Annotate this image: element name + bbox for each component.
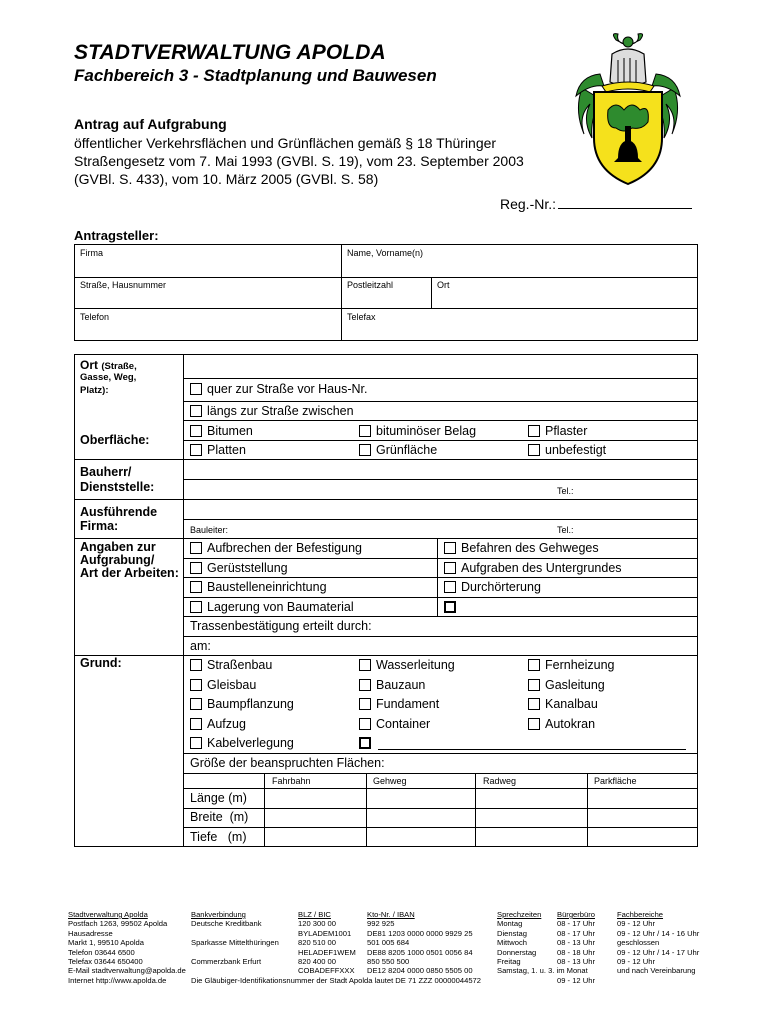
checkbox-label: Baustelleneinrichtung (207, 580, 327, 594)
footer-line: 08 - 17 Uhr (557, 928, 595, 938)
ort-label-text: Ort (80, 358, 98, 372)
footer-line: Telefon 03644 6500 (68, 947, 135, 957)
checkbox-label: Durchörterung (461, 580, 541, 594)
checkbox-label: Wasserleitung (376, 658, 455, 672)
law-line: öffentlicher Verkehrsflächen und Grünflächen gemäß § 18 Thüringer (74, 135, 497, 151)
checkbox-bauzaun[interactable] (359, 678, 425, 692)
checkbox-label: Bitumen (207, 424, 253, 438)
footer-line: 09 - 12 Uhr / 14 - 16 Uhr (617, 928, 700, 938)
checkbox[interactable] (190, 542, 202, 554)
postcode-field[interactable]: Postleitzahl (347, 280, 394, 290)
checkbox-label: bituminöser Belag (376, 424, 477, 438)
footer-line: 08 - 18 Uhr (557, 947, 595, 957)
footer-line: geschlossen (617, 938, 660, 948)
surface-label: Oberfläche: (80, 433, 150, 447)
footer-line: Montag (497, 919, 523, 929)
footer-line: Markt 1, 99510 Apolda (68, 938, 144, 948)
footer-line: Dienstag (497, 928, 527, 938)
footer-blz (298, 910, 356, 976)
checkbox-baustelle[interactable] (190, 580, 327, 594)
ort-sub: (Straße, (101, 361, 137, 372)
footer-line: HELADEF1WEM (298, 947, 356, 957)
law-line: (GVBl. S. 433), vom 10. März 2005 (GVBl. S. 58) (74, 171, 379, 187)
checkbox[interactable] (190, 562, 202, 574)
checkbox[interactable] (190, 581, 202, 593)
form-title: Antrag auf Aufgrabung (74, 116, 227, 132)
checkbox[interactable] (359, 425, 371, 437)
checkbox-baumpflanzung[interactable] (190, 697, 294, 711)
contractor-tel-field[interactable]: Tel.: (557, 525, 574, 535)
checkbox-gruenflaeche[interactable] (359, 443, 437, 457)
checkbox-label: Straßenbau (207, 658, 273, 672)
footer-line: BLZ / BIC (298, 910, 331, 919)
checkbox[interactable] (359, 718, 371, 730)
checkbox-platten[interactable] (190, 443, 246, 457)
checkbox[interactable] (444, 542, 456, 554)
checkbox-label: Autokran (545, 717, 596, 731)
footer-line: 850 550 500 (367, 957, 410, 967)
checkbox-label: Kanalbau (545, 697, 598, 711)
checkbox-bitumen[interactable] (190, 424, 253, 438)
trassen-field[interactable]: Trassenbestätigung erteilt durch: (190, 619, 372, 633)
footer-line: Bankverbindung (191, 910, 246, 919)
footer-line: Hausadresse (68, 928, 113, 938)
law-line: Straßengesetz vom 7. Mai 1993 (GVBl. S. 19), vom 23. September 2003 (74, 153, 524, 169)
checkbox-kanalbau[interactable] (528, 697, 598, 711)
area-row-label: Länge (m) (190, 791, 247, 805)
checkbox-label: Gerüststellung (207, 561, 288, 575)
checkbox-label: Baumpflanzung (207, 697, 294, 711)
footer-line: und nach Vereinbarung (617, 966, 696, 976)
works-label: Aufgrabung/ (80, 553, 155, 567)
footer-line: Stadtverwaltung Apolda (68, 910, 148, 919)
footer-creditor-id: Die Gläubiger-Identifikationsnummer der Stadt Apolda lautet DE 71 ZZZ 00000044572 (191, 975, 481, 985)
footer-fachbereiche (617, 910, 699, 976)
footer-line: DE88 8205 1000 0501 0056 84 (367, 947, 473, 957)
checkbox[interactable] (190, 405, 202, 417)
checkbox-aufbrechen[interactable] (190, 541, 362, 555)
name-field[interactable]: Name, Vorname(n) (347, 248, 424, 258)
checkbox[interactable] (528, 679, 540, 691)
footer-line: DE81 1203 0000 0000 9929 25 (367, 928, 473, 938)
ort-label (80, 358, 137, 372)
checkbox[interactable] (359, 679, 371, 691)
contractor-label: Firma: (80, 519, 119, 533)
checkbox[interactable] (190, 737, 202, 749)
footer-line: 09 - 12 Uhr (557, 975, 595, 985)
bauherr-tel-field[interactable]: Tel.: (557, 486, 574, 496)
footer-line: 992 925 (367, 919, 395, 929)
bauherr-label: Dienststelle: (80, 480, 155, 494)
footer-line: 08 - 13 Uhr (557, 938, 595, 948)
checkbox[interactable] (190, 383, 202, 395)
footer-line: Donnerstag (497, 947, 537, 957)
checkbox-label: Lagerung von Baumaterial (207, 600, 354, 614)
checkbox-label: Fundament (376, 697, 440, 711)
area-row-label: Tiefe (m) (190, 830, 247, 844)
footer-iban (367, 910, 473, 976)
area-row-label: Breite (m) (190, 810, 249, 824)
checkbox-quer[interactable] (190, 382, 367, 396)
ort-sub: Platz): (80, 385, 109, 396)
footer-line: Sprechzeiten (497, 910, 542, 919)
footer-line: COBADEFFXXX (298, 966, 355, 976)
checkbox-kabelverlegung[interactable] (190, 736, 294, 750)
footer-line: 08 - 17 Uhr (557, 919, 595, 929)
area-heading: Größe der beanspruchten Flächen: (190, 756, 385, 770)
footer-line: 501 005 684 (367, 938, 410, 948)
footer-line: Mittwoch (497, 938, 527, 948)
checkbox-label: Befahren des Gehweges (461, 541, 599, 555)
footer-buergerbuero (557, 910, 595, 985)
checkbox-befahren[interactable] (444, 541, 599, 555)
footer-line: 08 - 13 Uhr (557, 957, 595, 967)
checkbox-label: Container (376, 717, 431, 731)
checkbox-label: Gasleitung (545, 678, 605, 692)
checkbox-gasleitung[interactable] (528, 678, 605, 692)
checkbox[interactable] (190, 601, 202, 613)
footer-line: Fachbereiche (617, 910, 664, 919)
checkbox-laengs[interactable] (190, 404, 354, 418)
checkbox[interactable] (190, 425, 202, 437)
applicant-heading: Antragsteller: (74, 228, 159, 243)
checkbox[interactable] (528, 718, 540, 730)
checkbox[interactable] (444, 601, 456, 613)
footer-line: E-Mail stadtverwaltung@apolda.de (68, 966, 186, 976)
checkbox[interactable] (528, 425, 540, 437)
checkbox[interactable] (190, 718, 202, 730)
checkbox-label: Aufbrechen der Befestigung (207, 541, 362, 555)
firma-field[interactable]: Firma (80, 248, 103, 258)
checkbox[interactable] (528, 444, 540, 456)
footer-bank (191, 910, 279, 966)
checkbox[interactable] (528, 698, 540, 710)
fax-field[interactable]: Telefax (347, 312, 376, 322)
checkbox-label: Aufzug (207, 717, 246, 731)
checkbox-label: Grünfläche (376, 443, 438, 457)
works-label: Angaben zur (80, 540, 156, 554)
law-reference (74, 134, 544, 188)
checkbox[interactable] (359, 698, 371, 710)
checkbox[interactable] (528, 659, 540, 671)
checkbox-label: quer zur Straße vor Haus-Nr. (207, 382, 368, 396)
area-col-header: Parkfläche (594, 776, 637, 786)
bauherr-label: Bauherr/ (80, 465, 132, 479)
footer-line: Deutsche Kreditbank (191, 919, 262, 929)
footer-line: Freitag (497, 957, 521, 967)
footer-line: 120 300 00 (298, 919, 337, 929)
footer-line: 09 - 12 Uhr / 14 - 17 Uhr (617, 947, 700, 957)
checkbox[interactable] (359, 444, 371, 456)
checkbox[interactable] (444, 581, 456, 593)
checkbox[interactable] (190, 444, 202, 456)
ort-sub: Gasse, Weg, (80, 372, 137, 383)
checkbox-bituminoeser-belag[interactable] (359, 424, 476, 438)
footer-line: Telefax 03644 650400 (68, 957, 143, 967)
bauleiter-field[interactable]: Bauleiter: (190, 525, 229, 535)
footer-line: Samstag, 1. u. 3. im Monat (497, 966, 588, 976)
checkbox[interactable] (444, 562, 456, 574)
footer-line: Postfach 1263, 99502 Apolda (68, 919, 168, 929)
checkbox-fernheizung[interactable] (528, 658, 615, 672)
checkbox-strassenbau[interactable] (190, 658, 272, 672)
checkbox-label: unbefestigt (545, 443, 607, 457)
org-title: STADTVERWALTUNG APOLDA (74, 41, 386, 64)
checkbox-label: Platten (207, 443, 246, 457)
footer-line: 09 - 12 Uhr (617, 919, 655, 929)
footer-line: BYLADEM1001 (298, 928, 352, 938)
area-col-header: Gehweg (373, 776, 407, 786)
checkbox-unbefestigt[interactable] (528, 443, 606, 457)
footer-line: Commerzbank Erfurt (191, 957, 262, 966)
footer-line: Bürgerbüro (557, 910, 595, 919)
checkbox-label: längs zur Straße zwischen (207, 404, 354, 418)
footer-address (68, 910, 186, 985)
checkbox-fundament[interactable] (359, 697, 439, 711)
checkbox-aufgraben[interactable] (444, 561, 622, 575)
footer-line: 820 510 00 (298, 938, 337, 948)
area-col-header: Fahrbahn (272, 776, 311, 786)
works-label: Art der Arbeiten: (80, 566, 179, 580)
area-col-header: Radweg (483, 776, 517, 786)
registration-number (500, 196, 692, 212)
footer-line: DE12 8204 0000 0850 5505 00 (367, 966, 473, 976)
checkbox[interactable] (190, 679, 202, 691)
checkbox-label: Pflaster (545, 424, 588, 438)
checkbox-label: Bauzaun (376, 678, 426, 692)
footer-line: Sparkasse Mittelthüringen (191, 938, 279, 948)
footer-line: Internet http://www.apolda.de (68, 975, 167, 985)
checkbox-durchoerterung[interactable] (444, 580, 541, 594)
phone-field[interactable]: Telefon (80, 312, 110, 322)
checkbox[interactable] (190, 659, 202, 671)
department-title: Fachbereich 3 - Stadtplanung und Bauwesen (74, 66, 437, 85)
checkbox[interactable] (359, 659, 371, 671)
checkbox-label: Aufgraben des Untergrundes (461, 561, 622, 575)
footer-line: 09 - 12 Uhr (617, 957, 655, 967)
checkbox-label: Fernheizung (545, 658, 615, 672)
checkbox-geruest[interactable] (190, 561, 288, 575)
checkbox-lagerung[interactable] (190, 600, 354, 614)
checkbox-pflaster[interactable] (528, 424, 587, 438)
city-field[interactable]: Ort (437, 280, 450, 290)
reg-nr-field[interactable] (558, 196, 692, 209)
contractor-label: Ausführende (80, 505, 158, 519)
street-field[interactable]: Straße, Hausnummer (80, 280, 167, 290)
checkbox-other-work[interactable] (444, 600, 461, 614)
checkbox-label: Gleisbau (207, 678, 257, 692)
footer-line: 820 400 00 (298, 957, 337, 967)
trassen-date-field[interactable]: am: (190, 639, 211, 653)
checkbox-gleisbau[interactable] (190, 678, 256, 692)
footer-line: Kto-Nr. / IBAN (367, 910, 415, 919)
checkbox[interactable] (190, 698, 202, 710)
checkbox-other-reason[interactable] (359, 736, 376, 750)
reg-nr-label: Reg.-Nr.: (500, 196, 557, 212)
coat-of-arms-logo (572, 30, 684, 188)
checkbox-label: Kabelverlegung (207, 736, 294, 750)
reason-label: Grund: (80, 656, 122, 670)
checkbox-autokran[interactable] (528, 717, 595, 731)
checkbox-container[interactable] (359, 717, 430, 731)
checkbox-wasserleitung[interactable] (359, 658, 455, 672)
checkbox-aufzug[interactable] (190, 717, 246, 731)
other-reason-line[interactable] (378, 749, 686, 750)
checkbox[interactable] (359, 737, 371, 749)
